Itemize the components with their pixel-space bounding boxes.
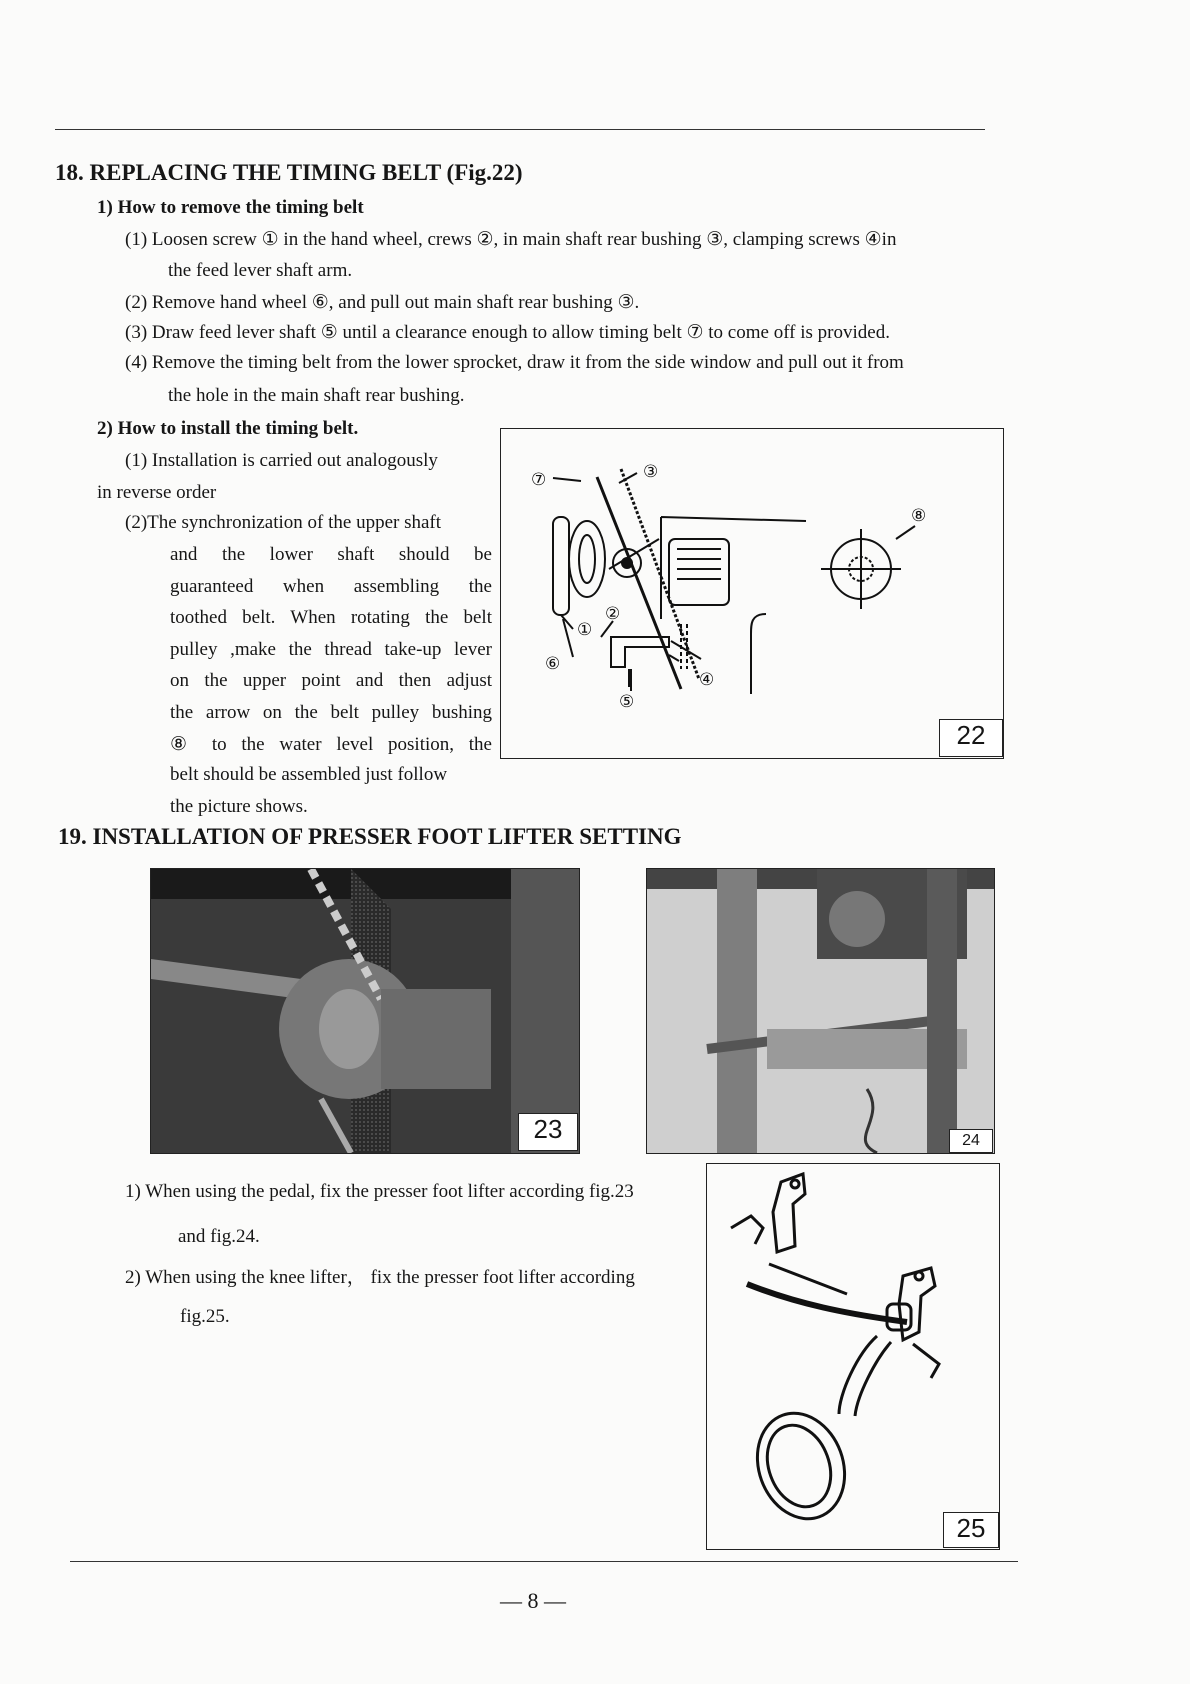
install-line-3: (2)The synchronization of the upper shaft: [125, 512, 442, 533]
pedal-lifter-photo: [151, 869, 579, 1153]
install-line-5: guaranteed when assembling the: [170, 576, 492, 597]
callout-5: ⑤: [619, 692, 635, 711]
callout-2: ②: [605, 604, 621, 623]
figure-23-number: 23: [518, 1113, 578, 1151]
remove-step-1-cont: the feed lever shaft arm.: [168, 260, 353, 281]
install-heading: 2) How to install the timing belt.: [97, 418, 359, 439]
install-line-1: (1) Installation is carried out analogously: [125, 450, 438, 471]
install-line-2: in reverse order: [97, 482, 217, 503]
section-19-title: 19. INSTALLATION OF PRESSER FOOT LIFTER SETTING: [58, 824, 682, 849]
figure-23: [150, 868, 580, 1154]
note-2-cont: fig.25.: [180, 1306, 230, 1327]
pedal-lifter-setup-photo: [647, 869, 994, 1153]
install-line-10: ⑧ to the water level position, the: [170, 734, 492, 755]
remove-heading: 1) How to remove the timing belt: [97, 197, 364, 218]
timing-belt-diagram: [501, 429, 1003, 758]
callout-7: ⑦: [531, 470, 547, 489]
callout-1: ①: [577, 620, 593, 639]
figure-25: [706, 1163, 1000, 1550]
page-number: — 8 —: [500, 1588, 566, 1613]
figure-25-number: 25: [943, 1512, 999, 1548]
callout-4: ④: [699, 670, 715, 689]
remove-step-4: (4) Remove the timing belt from the lower sprocket, draw it from the side window and pull out it from: [125, 352, 904, 373]
install-line-6: toothed belt. When rotating the belt: [170, 607, 492, 628]
callout-3: ③: [643, 462, 659, 481]
install-line-9: the arrow on the belt pulley bushing: [170, 702, 492, 723]
install-line-7: pulley ,make the thread take-up lever: [170, 639, 492, 660]
figure-22: [500, 428, 1004, 759]
callout-8: ⑧: [911, 506, 927, 525]
note-2: 2) When using the knee lifter， fix the presser foot lifter according: [125, 1267, 635, 1288]
install-line-11: belt should be assembled just follow: [170, 764, 448, 785]
remove-step-4-cont: the hole in the main shaft rear bushing.: [168, 385, 465, 406]
remove-step-1: (1) Loosen screw ① in the hand wheel, crews ②, in main shaft rear bushing ③, clamping screws ④in: [125, 229, 897, 250]
install-line-8: on the upper point and then adjust: [170, 670, 492, 691]
figure-22-number: 22: [939, 719, 1003, 757]
install-line-4: and the lower shaft should be: [170, 544, 492, 565]
footer-rule: [70, 1561, 1018, 1562]
callout-6: ⑥: [545, 654, 561, 673]
figure-24: [646, 868, 995, 1154]
note-1-cont: and fig.24.: [178, 1226, 260, 1247]
note-1: 1) When using the pedal, fix the presser foot lifter according fig.23: [125, 1181, 634, 1202]
remove-step-2: (2) Remove hand wheel ⑥, and pull out main shaft rear bushing ③.: [125, 292, 640, 313]
install-line-12: the picture shows.: [170, 796, 308, 817]
knee-lifter-diagram: [707, 1164, 999, 1549]
header-rule: [55, 129, 985, 130]
remove-step-3: (3) Draw feed lever shaft ⑤ until a clearance enough to allow timing belt ⑦ to come off is provided.: [125, 322, 890, 343]
figure-24-number: 24: [949, 1129, 993, 1153]
section-18-title: 18. REPLACING THE TIMING BELT (Fig.22): [55, 160, 523, 185]
